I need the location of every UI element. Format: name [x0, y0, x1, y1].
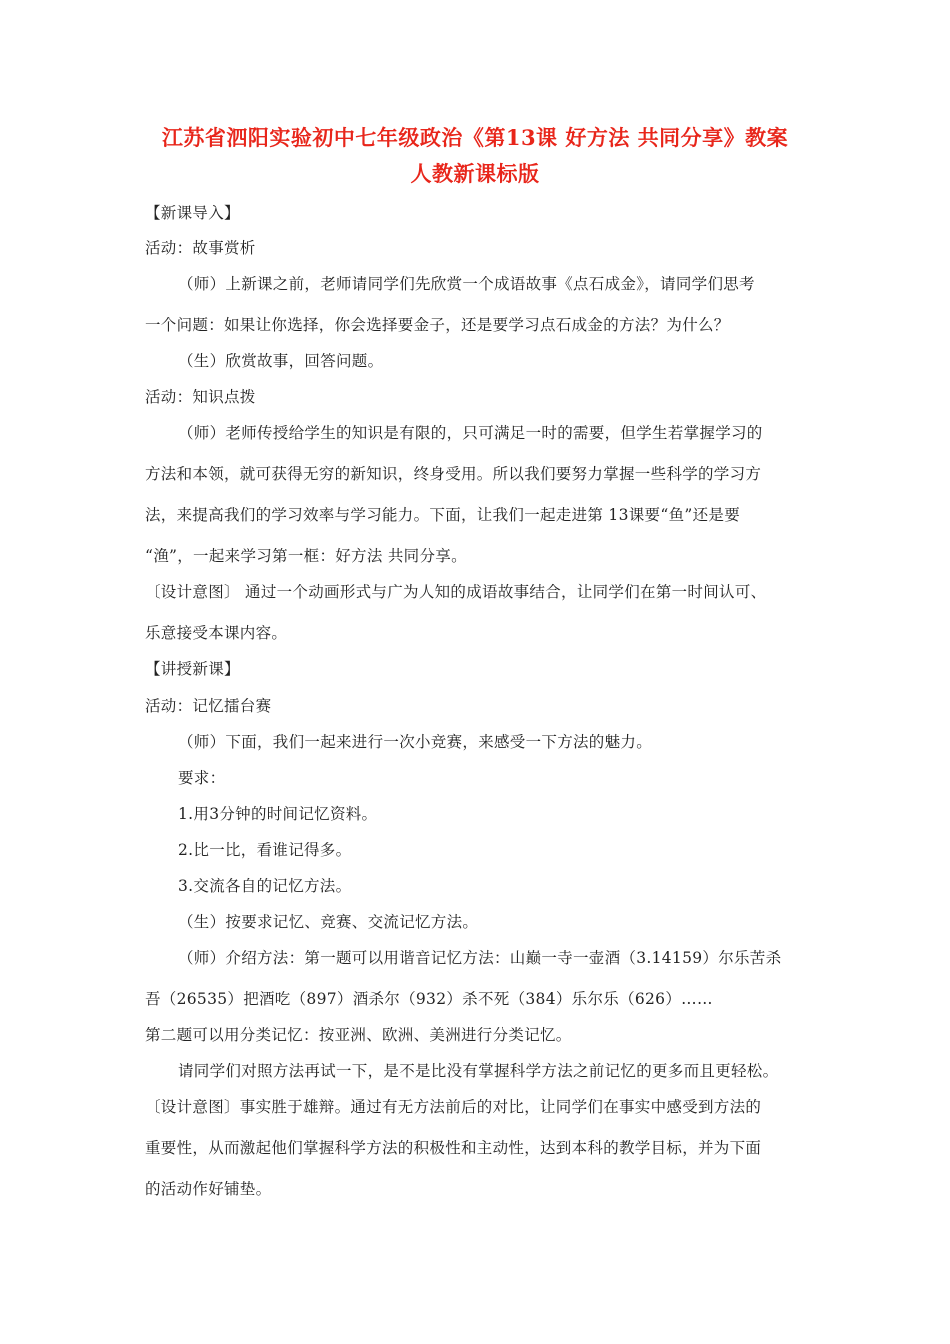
- design-intent-line: 的活动作好铺垫。: [145, 1180, 272, 1198]
- list-item: 2.比一比，看谁记得多。: [178, 841, 352, 859]
- paragraph-line: 一个问题：如果让你选择，你会选择要金子，还是要学习点石成金的方法？为什么？: [145, 316, 730, 334]
- paragraph-line: 方法和本领，就可获得无穷的新知识，终身受用。所以我们要努力掌握一些科学的学习方: [145, 465, 762, 483]
- paragraph-line: （师）老师传授给学生的知识是有限的，只可满足一时的需要，但学生若掌握学习的: [178, 424, 763, 442]
- activity-label-knowledge: 活动：知识点拨: [145, 388, 256, 406]
- paragraph-line: 吾（26535）把酒吃（897）酒杀尔（932）杀不死（384）乐尔乐（626）……: [145, 990, 713, 1008]
- paragraph-line: 要求：: [178, 769, 226, 787]
- paragraph-line: 第二题可以用分类记忆：按亚洲、欧洲、美洲进行分类记忆。: [145, 1026, 572, 1044]
- design-intent-line: 〔设计意图〕 通过一个动画形式与广为人知的成语故事结合，让同学们在第一时间认可、: [145, 583, 767, 601]
- paragraph-line: （师）介绍方法：第一题可以用谐音记忆方法：山巅一寺一壶酒（3.14159）尔乐苦杀: [178, 949, 782, 967]
- section-heading-intro: 【新课导入】: [145, 204, 240, 222]
- paragraph-line: 请同学们对照方法再试一下，是不是比没有掌握科学方法之前记忆的更多而且更轻松。: [178, 1062, 779, 1080]
- design-intent-line: 重要性，从而激起他们掌握科学方法的积极性和主动性，达到本科的教学目标，并为下面: [145, 1139, 762, 1157]
- paragraph-line: 法，来提高我们的学习效率与学习能力。下面，让我们一起走进第 13课要“鱼”还是要: [145, 506, 741, 524]
- activity-label-memory: 活动：记忆擂台赛: [145, 697, 272, 715]
- list-item: 1.用3分钟的时间记忆资料。: [178, 805, 378, 823]
- list-item: 3.交流各自的记忆方法。: [178, 877, 352, 895]
- paragraph-line: （生）欣赏故事，回答问题。: [178, 352, 384, 370]
- design-intent-line: 乐意接受本课内容。: [145, 624, 288, 642]
- document-title-line-2: 人教新课标版: [410, 161, 540, 186]
- paragraph-line: （师）下面，我们一起来进行一次小竞赛，来感受一下方法的魅力。: [178, 733, 653, 751]
- document-title-line-1: 江苏省泗阳实验初中七年级政治《第13课 好方法 共同分享》教案: [161, 125, 789, 150]
- paragraph-line: （生）按要求记忆、竞赛、交流记忆方法。: [178, 913, 479, 931]
- section-heading-new-lesson: 【讲授新课】: [145, 660, 240, 678]
- design-intent-line: 〔设计意图〕事实胜于雄辩。通过有无方法前后的对比，让同学们在事实中感受到方法的: [145, 1098, 762, 1116]
- paragraph-line: （师）上新课之前，老师请同学们先欣赏一个成语故事《点石成金》，请同学们思考: [178, 275, 755, 293]
- paragraph-line: “渔”，一起来学习第一框：好方法 共同分享。: [145, 547, 467, 565]
- activity-label-story: 活动：故事赏析: [145, 239, 256, 257]
